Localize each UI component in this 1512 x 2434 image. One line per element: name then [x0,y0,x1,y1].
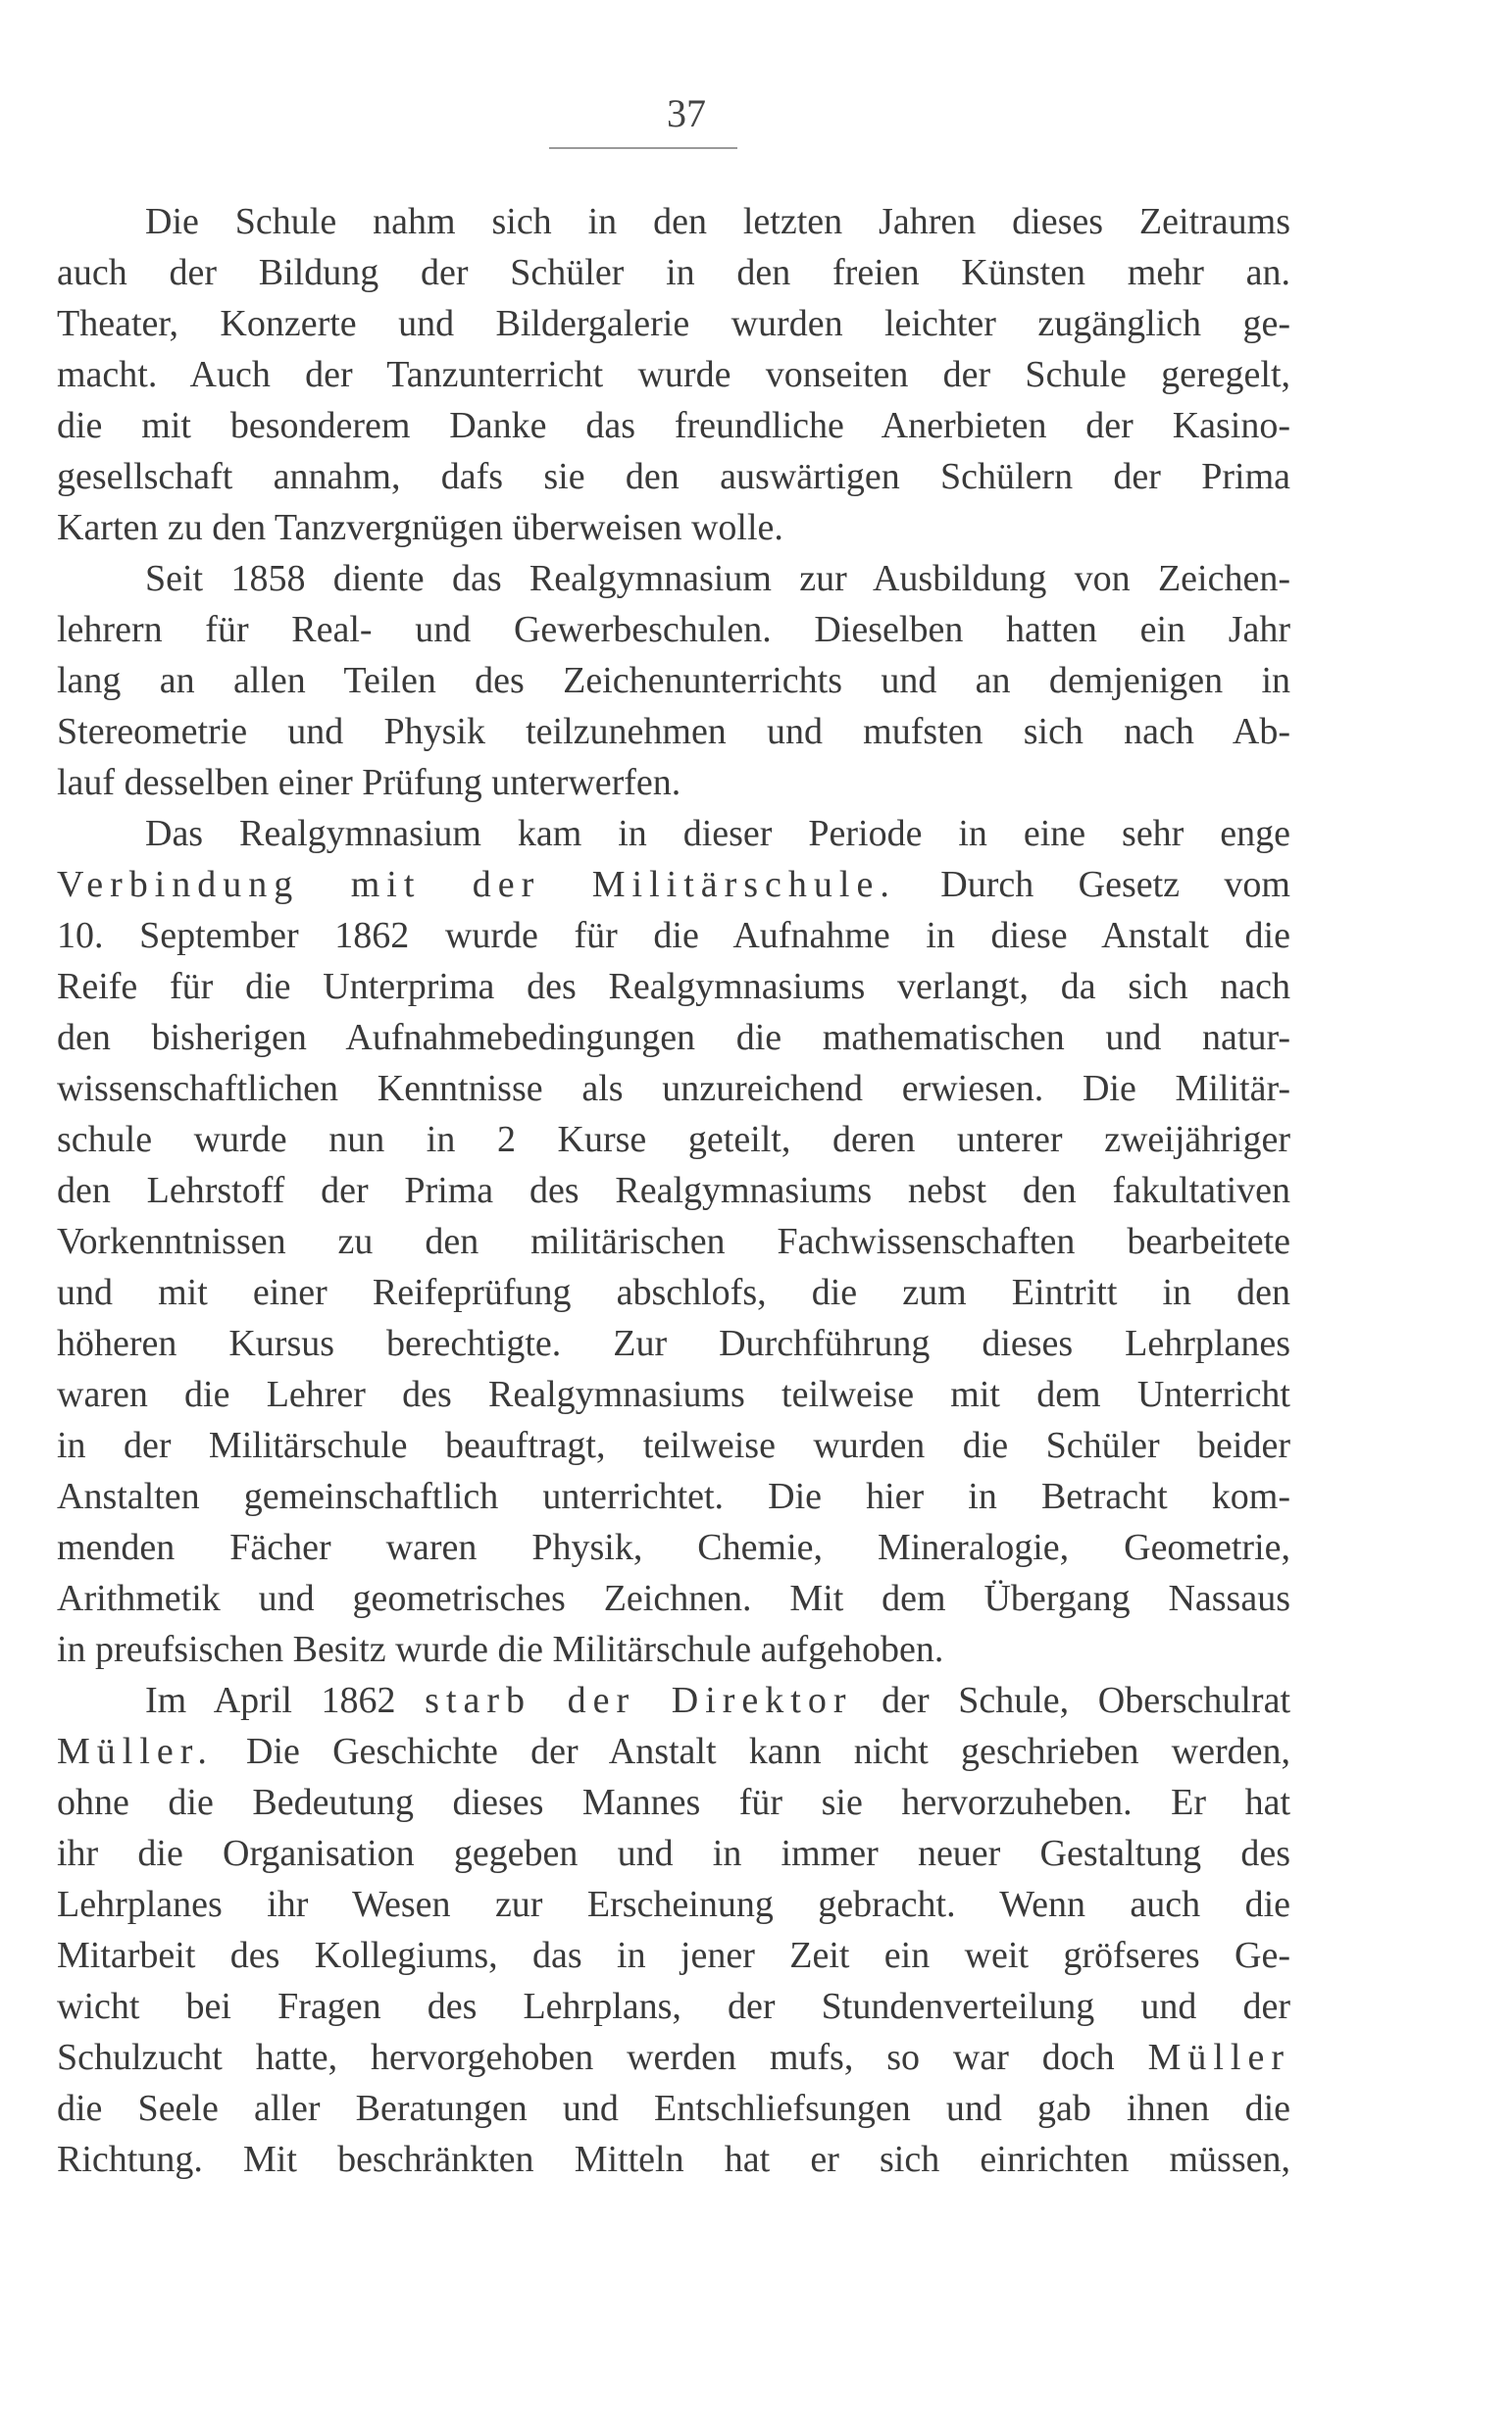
line-text: Reife für die Unterprima des Realgymnasiums verlangt, da sich nach [57,966,1290,1007]
text-line [57,655,1290,706]
text-line [57,961,1290,1012]
line-text: in der Militärschule beauftragt, teilweise wurden die Schüler beider [57,1425,1290,1466]
emphasized-text: Verbindung mit der Militärschule. [57,864,896,905]
line-text: Theater, Konzerte und Bildergalerie wurden leichter zugänglich ge- [57,303,1290,344]
text-line [57,400,1290,451]
text-line [57,1675,1290,1726]
line-text: Die Geschichte der Anstalt kann nicht geschrieben werden, [213,1731,1290,1772]
text-line [57,1624,1290,1675]
line-text: wicht bei Fragen des Lehrplans, der Stundenverteilung und der [57,1986,1290,2027]
line-text: die Seele aller Beratungen und Entschliefsungen und gab ihnen die [57,2088,1290,2129]
text-line [57,757,1290,808]
text-line [57,2083,1290,2134]
text-line [57,2032,1290,2083]
text-line [57,1420,1290,1471]
text-line [57,706,1290,757]
text-line [57,859,1290,910]
line-text: den bisherigen Aufnahmebedingungen die mathematischen und natur- [57,1017,1290,1058]
line-text: lang an allen Teilen des Zeichenunterrichts und an demjenigen in [57,660,1290,701]
line-text: gesellschaft annahm, dafs sie den auswärtigen Schülern der Prima [57,456,1290,497]
body-text [57,196,1290,2185]
text-line [57,1114,1290,1165]
text-line [57,1318,1290,1369]
text-line [57,1165,1290,1216]
line-text: schule wurde nun in 2 Kurse geteilt, deren unterer zweijähriger [57,1119,1290,1160]
line-text: in preufsischen Besitz wurde die Militärschule aufgehoben. [57,1629,944,1670]
line-text: Karten zu den Tanzvergnügen überweisen wolle. [57,507,783,548]
text-line [57,247,1290,298]
line-text: waren die Lehrer des Realgymnasiums teilweise mit dem Unterricht [57,1374,1290,1415]
emphasized-text: Müller. [57,1731,214,1772]
line-text: Richtung. Mit beschränkten Mitteln hat er sich einrichten müssen, [57,2139,1290,2180]
text-line [57,502,1290,553]
line-text: Schulzucht hatte, hervorgehoben werden mufs, so war doch [57,2037,1148,2078]
line-text: Seit 1858 diente das Realgymnasium zur Ausbildung von Zeichen- [145,558,1290,599]
line-text: Lehrplanes ihr Wesen zur Erscheinung gebracht. Wenn auch die [57,1884,1290,1925]
line-text: die mit besonderem Danke das freundliche Anerbieten der Kasino- [57,405,1290,446]
line-text: Anstalten gemeinschaftlich unterrichtet. Die hier in Betracht kom- [57,1476,1290,1517]
text-line [57,1522,1290,1573]
line-text: Im April 1862 [145,1680,426,1721]
text-line [57,1573,1290,1624]
line-text: lauf desselben einer Prüfung unterwerfen. [57,762,681,803]
text-line [57,2134,1290,2185]
line-text: lehrern für Real- und Gewerbeschulen. Dieselben hatten ein Jahr [57,609,1290,650]
line-text: den Lehrstoff der Prima des Realgymnasiums nebst den fakultativen [57,1170,1290,1211]
text-line [57,604,1290,655]
text-line [57,1471,1290,1522]
text-line [57,553,1290,604]
text-line [57,349,1290,400]
line-text: Das Realgymnasium kam in dieser Periode in eine sehr enge [145,813,1290,854]
text-line [57,1726,1290,1777]
emphasized-text: Müller [1147,2037,1290,2078]
text-line [57,451,1290,502]
line-text: auch der Bildung der Schüler in den freien Künsten mehr an. [57,252,1290,293]
line-text: ihr die Organisation gegeben und in immer neuer Gestaltung des [57,1833,1290,1874]
line-text: 10. September 1862 wurde für die Aufnahme in diese Anstalt die [57,915,1290,956]
text-line [57,910,1290,961]
text-line [57,196,1290,247]
line-text: Vorkenntnissen zu den militärischen Fachwissenschaften bearbeitete [57,1221,1290,1262]
line-text: Stereometrie und Physik teilzunehmen und mufsten sich nach Ab- [57,711,1290,752]
header-rule [549,147,737,149]
emphasized-text: starb der Direktor [425,1680,853,1721]
text-line [57,1063,1290,1114]
text-line [57,808,1290,859]
text-line [57,1216,1290,1267]
line-text: und mit einer Reifeprüfung abschlofs, die zum Eintritt in den [57,1272,1290,1313]
line-text: macht. Auch der Tanzunterricht wurde vonseiten der Schule geregelt, [57,354,1290,395]
page-number: 37 [667,91,706,135]
text-line [57,1369,1290,1420]
text-line [57,298,1290,349]
text-line [57,1828,1290,1879]
text-line [57,1267,1290,1318]
line-text: Die Schule nahm sich in den letzten Jahren dieses Zeitraums [145,201,1290,242]
line-text: menden Fächer waren Physik, Chemie, Mineralogie, Geometrie, [57,1527,1290,1568]
line-text: Arithmetik und geometrisches Zeichnen. Mit dem Übergang Nassaus [57,1578,1290,1619]
line-text: wissenschaftlichen Kenntnisse als unzureichend erwiesen. Die Militär- [57,1068,1290,1109]
text-line [57,1012,1290,1063]
text-line [57,1777,1290,1828]
line-text: der Schule, Oberschulrat [852,1680,1290,1721]
line-text: höheren Kursus berechtigte. Zur Durchführung dieses Lehrplanes [57,1323,1290,1364]
text-line [57,1981,1290,2032]
line-text: ohne die Bedeutung dieses Mannes für sie hervorzuheben. Er hat [57,1782,1290,1823]
text-line [57,1879,1290,1930]
line-text: Mitarbeit des Kollegiums, das in jener Zeit ein weit gröfseres Ge- [57,1935,1290,1976]
text-line [57,1930,1290,1981]
line-text: Durch Gesetz vom [895,864,1290,905]
